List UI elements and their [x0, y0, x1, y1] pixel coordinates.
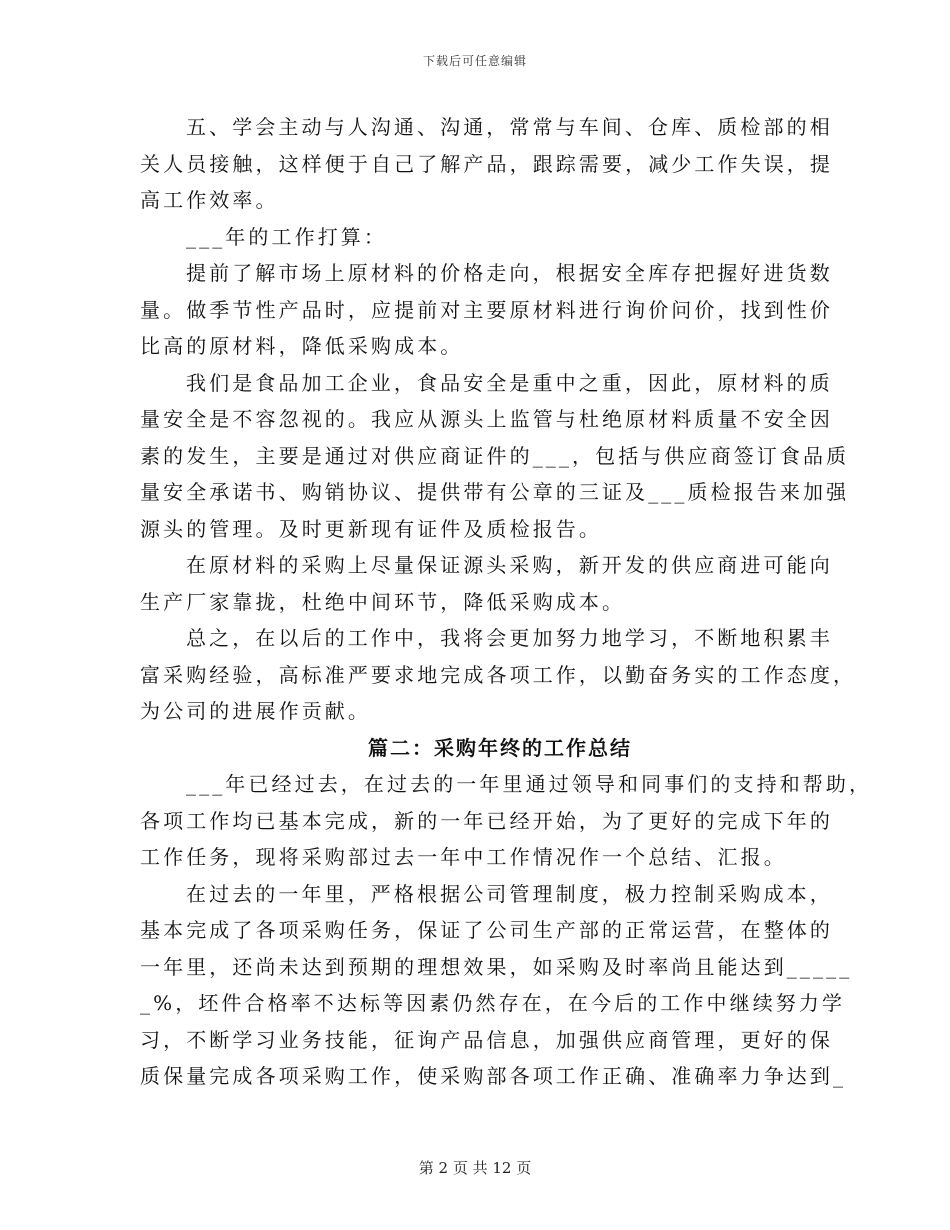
- section-title: 篇二：采购年终的工作总结: [368, 735, 632, 760]
- paragraph-line: 基本完成了各项采购任务，保证了公司生产部的正常运营，在整体的: [140, 918, 833, 942]
- paragraph-line: 工作任务，现将采购部过去一年中工作情况作一个总结、汇报。: [140, 845, 787, 869]
- paragraph-line: 为公司的进展作贡献。: [140, 699, 371, 723]
- paragraph-line: 习，不断学习业务技能，征询产品信息，加强供应商管理，更好的保: [140, 1027, 833, 1052]
- paragraph-line: 关人员接触，这样便于自己了解产品，跟踪需要，减少工作失误，提: [140, 151, 833, 176]
- page-header-note: 下载后可任意编辑: [422, 54, 527, 68]
- paragraph-line: 量安全是不容忽视的。我应从源头上监管与杜绝原材料质量不安全因: [140, 407, 833, 431]
- paragraph-line: 我们是食品加工企业，食品安全是重中之重，因此，原材料的质: [186, 370, 833, 395]
- paragraph-line: 源头的管理。及时更新现有证件及质检报告。: [140, 516, 602, 541]
- paragraph-line: 在原材料的采购上尽量保证源头采购，新开发的供应商进可能向: [186, 553, 833, 577]
- paragraph-line: 总之，在以后的工作中，我将会更加努力地学习，不断地积累丰: [186, 626, 833, 650]
- paragraph-line: 高工作效率。: [140, 188, 279, 212]
- paragraph-line: 素的发生，主要是通过对供应商证件的___，包括与供应商签订食品质: [140, 443, 850, 468]
- paragraph-line: 富采购经验，高标准严要求地完成各项工作，以勤奋务实的工作态度，: [140, 662, 857, 687]
- paragraph-line: 比高的原材料，降低采购成本。: [140, 334, 464, 358]
- paragraph-line: 各项工作均已基本完成，新的一年已经开始，为了更好的完成下年的: [140, 808, 833, 833]
- page-number: 第 2 页 共 12 页: [418, 1159, 532, 1177]
- paragraph-line: ___年的工作打算：: [186, 224, 387, 249]
- paragraph-line: 质保量完成各项采购工作，使采购部各项工作正确、准确率力争达到_: [140, 1064, 847, 1088]
- paragraph-line: ___年已经过去，在过去的一年里通过领导和同事们的支持和帮助，: [186, 772, 873, 796]
- paragraph-line: 提前了解市场上原材料的价格走向，根据安全库存把握好进货数: [186, 261, 833, 285]
- paragraph-line: 量。做季节性产品时，应提前对主要原材料进行询价问价，找到性价: [140, 297, 833, 322]
- paragraph-line: 生产厂家靠拢，杜绝中间环节，降低采购成本。: [140, 589, 626, 614]
- paragraph-line: 量安全承诺书、购销协议、提供带有公章的三证及___质检报告来加强: [140, 480, 850, 504]
- paragraph-line: _%，坯件合格率不达标等因素仍然存在，在今后的工作中继续努力学: [140, 991, 846, 1015]
- paragraph-line: 一年里，还尚未达到预期的理想效果，如采购及时率尚且能达到_____: [140, 954, 853, 979]
- paragraph-line: 五、学会主动与人沟通、沟通，常常与车间、仓库、质检部的相: [186, 115, 833, 139]
- paragraph-line: 在过去的一年里，严格根据公司管理制度，极力控制采购成本，: [186, 881, 833, 906]
- document-body: [140, 109, 873, 1095]
